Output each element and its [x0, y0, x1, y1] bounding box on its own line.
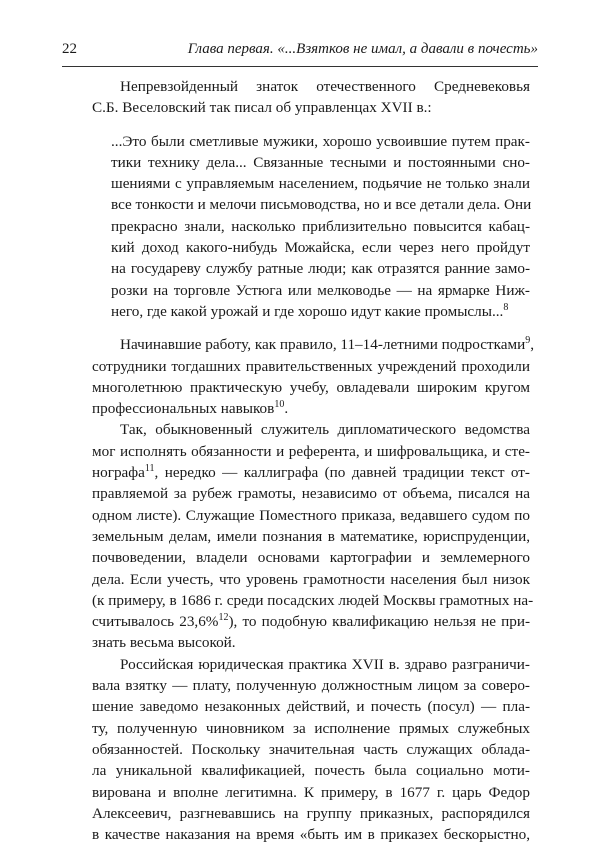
text-run: , нередко — каллиграфа (по давней традиции текст от- [154, 464, 530, 482]
para2-line: одном листе). Служащие Поместного приказа, ведавшего судом по [92, 506, 530, 524]
quote-line: него, где какой урожай и где хорошо идут какие промыслы... [111, 302, 504, 320]
quote-line: шениями с управляемым населением, подьячие не только знали [111, 175, 530, 193]
para3-line: ла уникальной квалификацией, почесть была социально моти- [92, 762, 530, 780]
para3-line: вирована и вполне легитимна. К примеру, в 1677 г. царь Федор [92, 783, 530, 801]
para3-line: вала взятку — плату, полученную должностным лицом за соверо- [92, 677, 530, 695]
text-run: профессиональных навыков [92, 400, 275, 418]
para2-line: почвоведении, владели основами картографии и землемерного [92, 549, 530, 567]
block-quote [92, 131, 530, 323]
footnote-marker: 9 [525, 335, 531, 347]
para1-line: многолетнюю практическую учебу, овладевали широким кругом [92, 378, 530, 396]
quote-line: тики технику дела... Связанные тесными и постоянными сно- [111, 153, 530, 171]
para3-line: в качестве наказания на время «быть им в приказех бескорыстно, [92, 826, 530, 844]
para2-line: мог исполнять обязанности и референта, и шифровальщика, и сте- [92, 442, 530, 460]
footnote-marker: 11 [144, 462, 155, 474]
para1-line: сотрудники тогдашних правительственных учреждений проходили [92, 357, 530, 375]
text-run: нографа [92, 464, 145, 482]
para2-line: дела. Если учесть, что уровень грамотности населения был низок [92, 570, 530, 588]
quote-line: все тонкости и мелочи письмоводства, но и все детали дела. Они [111, 196, 532, 214]
text-run: , [530, 336, 535, 354]
quote-last-line [111, 301, 530, 322]
quote-line: на государеву службу ратные люди; как отразятся ранние замо- [111, 260, 530, 278]
para3-line: Алексеевич, разгневавшись на группу приказных, распорядился [92, 804, 530, 822]
para2-line: знать весьма высокой. [92, 634, 236, 652]
header-rule [62, 66, 538, 67]
para2-line: земельным делам, имели познания в математике, юриспруденции, [92, 527, 530, 545]
para2-line: Так, обыкновенный служитель дипломатического ведомства [120, 421, 530, 439]
quote-line: розки на торговле Устюга или мелководье — на ярмарке Ниж- [111, 281, 530, 299]
para2-line: (к примеру, в 1686 г. среди посадских людей Москвы грамотных на- [92, 591, 534, 609]
page-body [92, 76, 535, 845]
para3-line: обязанностей. Поскольку значительная часть служащих облада- [92, 740, 530, 758]
intro-line: Непревзойденный знаток отечественного Средневековья [120, 78, 530, 95]
running-header [62, 41, 538, 63]
para1-line [92, 334, 535, 355]
para3-line: ту, полученную чиновником за исполнение прямых служебных [92, 719, 530, 737]
intro-line: С.Б. Веселовский так писал об управленцах XVII в.: [92, 99, 432, 117]
quote-line: прекрасно знали, насколько приблизительно повысится кабац- [111, 217, 530, 235]
text-run: . [284, 400, 289, 418]
page-number: 22 [62, 41, 77, 57]
spacer [92, 322, 530, 334]
footnote-marker: 8 [503, 301, 509, 313]
text-run: считывалось 23,6% [92, 613, 219, 631]
para2-line [92, 611, 530, 632]
text-run: ), то подобную квалификацию нельзя не при- [228, 613, 531, 631]
para2-line: правляемой за рубеж грамоты, независимо от объема, писался на [92, 485, 530, 503]
para3-line: шение заведомо незаконных действий, и почесть (посул) — пла- [92, 698, 530, 716]
quote-line: кий доход какого-нибудь Можайска, если через него пройдут [111, 239, 530, 257]
para1-line [92, 398, 530, 419]
footnote-marker: 12 [218, 612, 229, 624]
para2-line [92, 462, 530, 483]
footnote-marker: 10 [274, 399, 285, 411]
chapter-title: Глава первая. «...Взятков не имал, а давали в почесть» [187, 41, 538, 57]
quote-line: ...Это были сметливые мужики, хорошо усвоившие путем прак- [111, 132, 530, 150]
para3-line: Российская юридическая практика XVII в. здраво разграничи- [120, 655, 530, 673]
text-run: Начинавшие работу, как правило, 11–14-летними подростками [120, 336, 526, 354]
spacer [92, 119, 530, 131]
